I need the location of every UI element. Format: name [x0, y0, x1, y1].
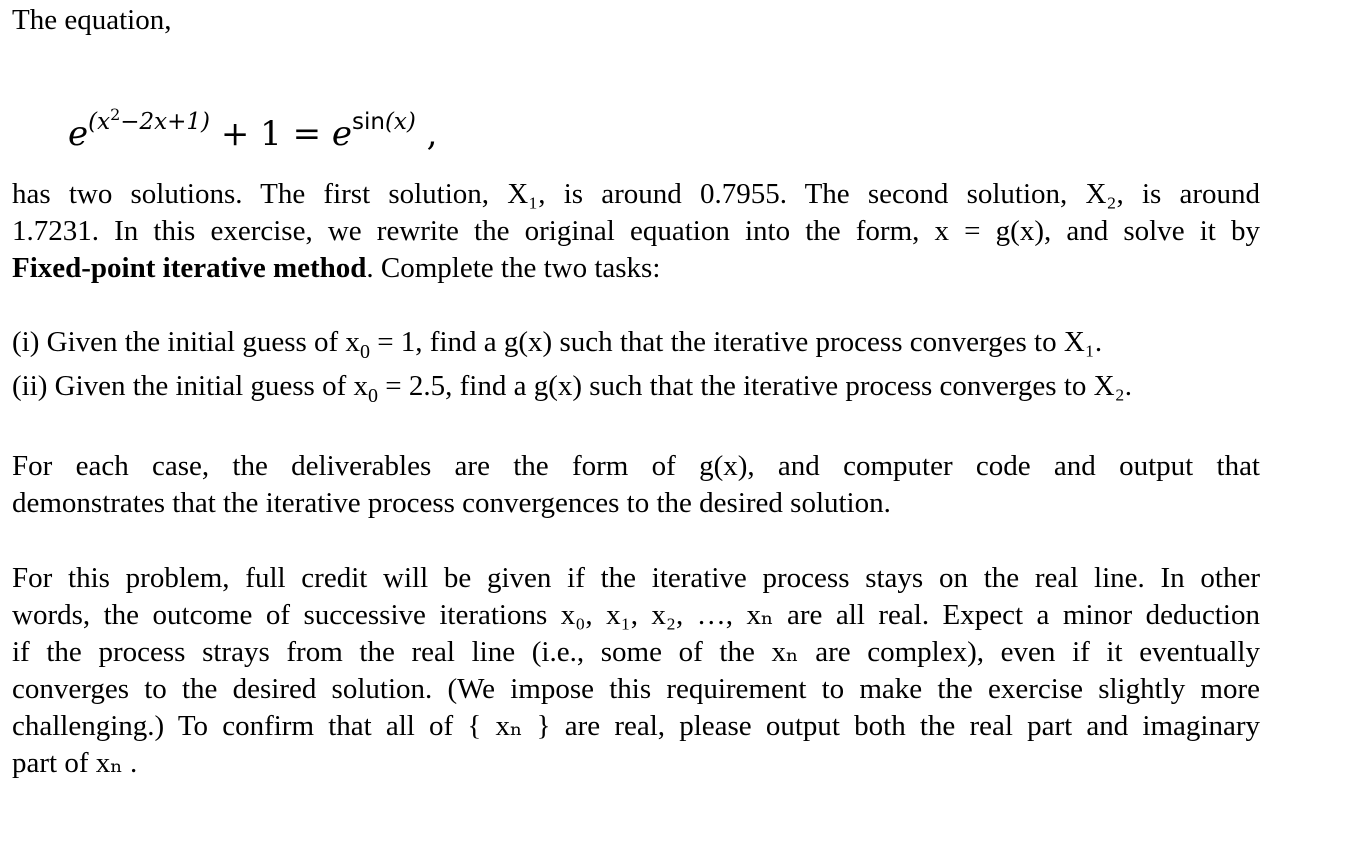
paragraph-solutions — [12, 176, 1260, 287]
task-list — [12, 324, 1260, 405]
paragraph-line: has two solutions. The first solution, X₁, is around 0.7955. The second solution, X₂, is around — [12, 178, 1260, 210]
method-name: Fixed-point iterative method — [12, 252, 367, 284]
paragraph-line: words, the outcome of successive iterations x₀, x₁, x₂, …, xₙ are all real. Expect a minor deduction — [12, 599, 1260, 631]
equation-trailing-comma: , — [415, 114, 438, 154]
paragraph-line: part of xₙ . — [12, 747, 138, 779]
equation — [68, 90, 438, 159]
task-item-2: (ii) Given the initial guess of $x_0 = 2.5$, find a g(x) such that the iterative process converges to X₂. — [12, 370, 1132, 407]
paragraph-line: Fixed-point iterative method. Complete the two tasks: — [12, 252, 661, 284]
equation-base-e-right: e — [331, 114, 352, 154]
intro-text: The equation, — [12, 4, 172, 36]
paragraph-credit — [12, 560, 1260, 782]
paragraph-line: challenging.) To confirm that all of { xₙ } are real, please output both the real part and imaginary — [12, 710, 1260, 742]
equation-exponent-right: sin(x) — [352, 109, 416, 135]
paragraph-line: demonstrates that the iterative process convergences to the desired solution. — [12, 487, 891, 519]
paragraph-line: For this problem, full credit will be given if the iterative process stays on the real line. In other — [12, 562, 1260, 594]
equation-middle: + 1 = — [210, 114, 332, 154]
equation-exponent-left: (x2−2x+1) — [88, 105, 211, 135]
equation-base-e-left: e — [68, 114, 89, 154]
paragraph-deliverables — [12, 448, 1260, 522]
paragraph-line: 1.7231. In this exercise, we rewrite the original equation into the form, x = g(x), and solve it by — [12, 215, 1260, 247]
paragraph-line: if the process strays from the real line (i.e., some of the xₙ are complex), even if it eventually — [12, 636, 1260, 668]
paragraph-line: For each case, the deliverables are the form of g(x), and computer code and output that — [12, 450, 1260, 482]
paragraph-line: converges to the desired solution. (We impose this requirement to make the exercise slightly more — [12, 673, 1260, 705]
task-item-1: (i) Given the initial guess of $x_0 = 1$, find a g(x) such that the iterative process converges to X₁. — [12, 326, 1103, 363]
